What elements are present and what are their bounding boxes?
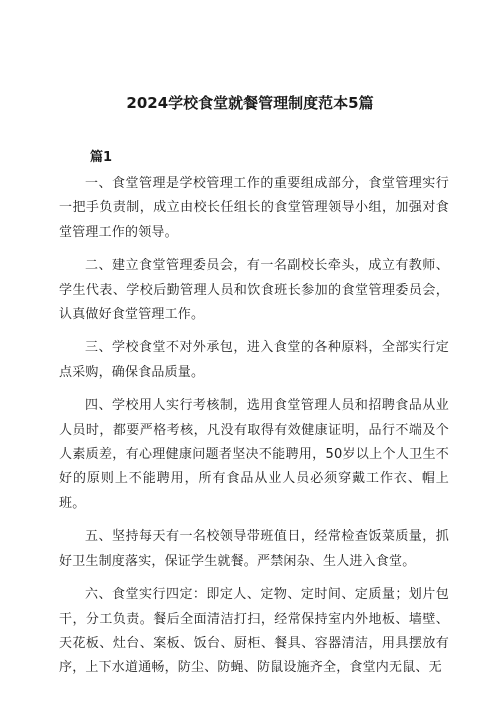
paragraph: 一、食堂管理是学校管理工作的重要组成部分，食堂管理实行一把手负责制，成立由校长任组长的食堂管理领导小组，加强对食堂管理工作的领导。 [59, 176, 449, 240]
section-heading: 篇1 [90, 150, 113, 165]
paragraph: 六、食堂实行四定：即定人、定物、定时间、定质量；划片包干，分工负责。餐后全面清洁打扫，经常保持室内外地板、墙壁、天花板、灶台、案板、饭台、厨柜、餐具、容器清洁，用具摆放有序，上下水道通畅，防尘、防蝇、防鼠设施齐全，食堂内无鼠、无 [59, 587, 449, 676]
document-body [59, 172, 449, 690]
paragraph: 二、建立食堂管理委员会，有一名副校长牵头，成立有教师、学生代表、学校后勤管理人员和饮食班长参加的食堂管理委员会，认真做好食堂管理工作。 [59, 258, 449, 323]
paragraph: 五、坚持每天有一名校领导带班值日，经常检查饭菜质量，抓好卫生制度落实，保证学生就餐。严禁闲杂、生人进入食堂。 [59, 529, 449, 569]
paragraph: 四、学校用人实行考核制，选用食堂管理人员和招聘食品从业人员时，都要严格考核，凡没有取得有效健康证明，品行不端及个人素质差，有心理健康问题者坚决不能聘用，50岁以上个人卫生不好的原则上不能聘用，所有食品从业人员必须穿戴工作衣、帽上班。 [59, 398, 449, 511]
paragraph: 三、学校食堂不对外承包，进入食堂的各种原料，全部实行定点采购，确保食品质量。 [59, 340, 449, 380]
document-title: 2024学校食堂就餐管理制度范本5篇 [126, 94, 374, 112]
